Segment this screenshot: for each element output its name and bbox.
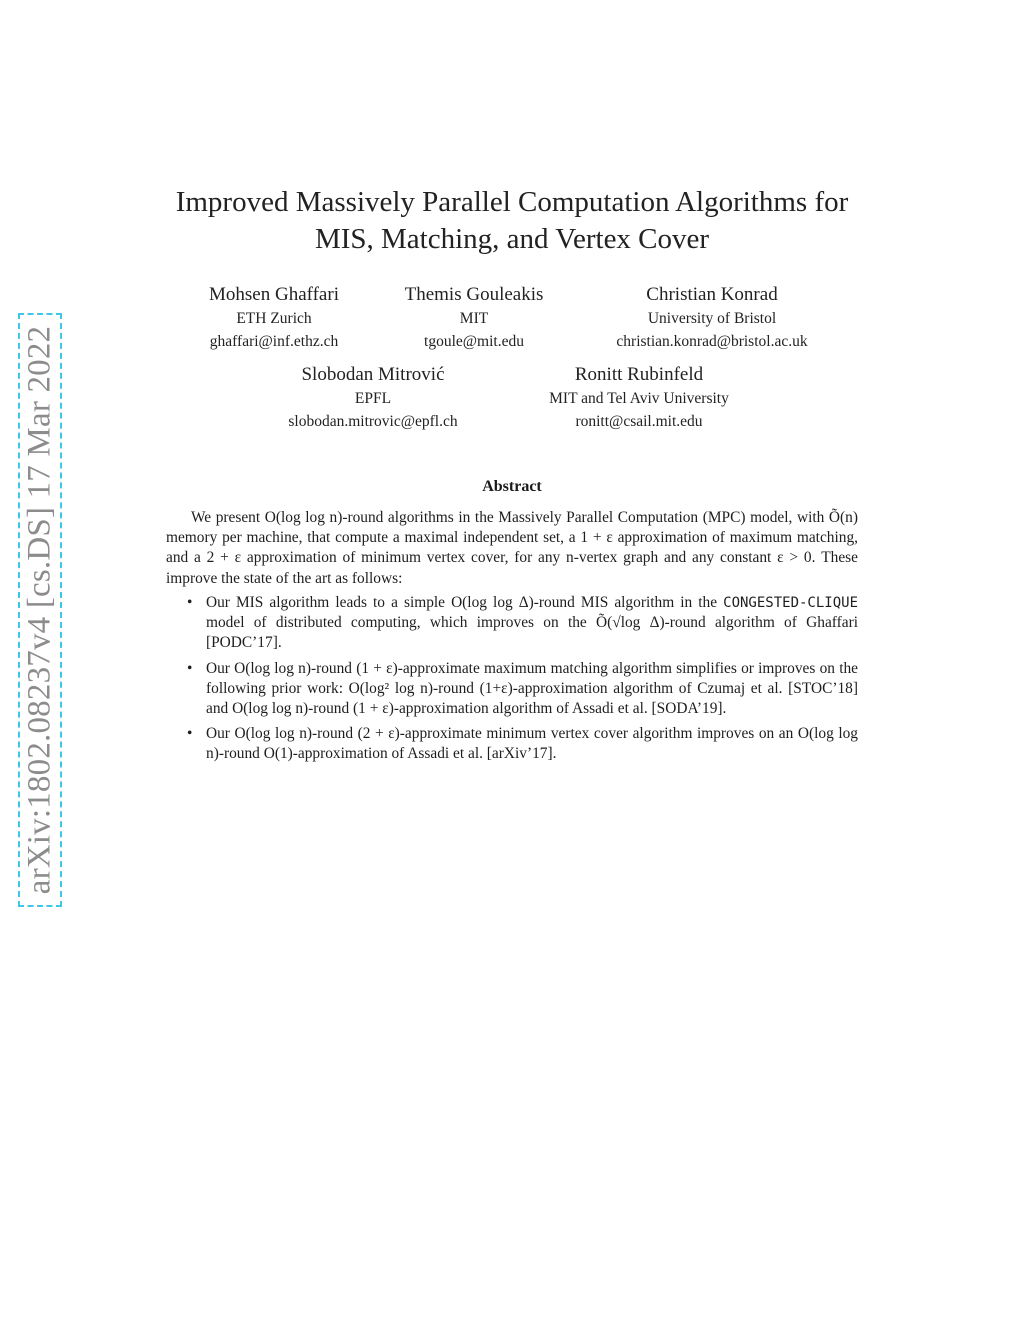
- list-item: [166, 659, 858, 720]
- bullet-text: Our MIS algorithm leads to a simple O(log log Δ)-round MIS algorithm in the: [206, 594, 724, 611]
- title-line-1: Improved Massively Parallel Computation Algorithms for: [175, 186, 849, 218]
- author-affiliation: MIT and Tel Aviv University: [549, 390, 729, 407]
- list-item: [166, 593, 858, 654]
- bullet-symbol: •: [187, 659, 193, 677]
- author-block: [268, 363, 478, 433]
- abstract-bullet-list: [166, 593, 858, 770]
- author-affiliation: EPFL: [354, 390, 392, 407]
- bullet-text: Our O(log log n)-round (2 + ε)-approximate minimum vertex cover algorithm improves on an O(log log n)-round O(1)-approximation of Assadi et al. [arXiv’17].: [206, 725, 858, 763]
- author-email: ghaffari@inf.ethz.ch: [209, 333, 339, 350]
- bullet-symbol: •: [187, 725, 193, 743]
- author-name: Mohsen Ghaffari: [209, 284, 339, 305]
- abstract-paragraph: We present O(log log n)-round algorithms in the Massively Parallel Computation (MPC) model, with Õ(n) memory per machine, that compute a maximal independent set, a 1 + ε approximation of maximum matching, and a 2 + ε approximation of minimum vertex cover, for any n-vertex graph and any constant ε > 0. These improve the state of the art as follows:: [166, 509, 858, 587]
- model-name: CONGESTED-CLIQUE: [723, 595, 858, 611]
- author-name: Christian Konrad: [646, 284, 778, 305]
- bullet-text-continued: model of distributed computing, which improves on the Õ(√log Δ)-round algorithm of Ghaffari [PODC’17].: [206, 614, 858, 652]
- author-name: Themis Gouleakis: [404, 284, 544, 305]
- author-block: [184, 283, 364, 353]
- author-email: christian.konrad@bristol.ac.uk: [616, 333, 808, 350]
- paper-title: [150, 184, 874, 258]
- author-email: slobodan.mitrovic@epfl.ch: [288, 413, 458, 430]
- author-affiliation: University of Bristol: [647, 310, 777, 327]
- bullet-symbol: •: [187, 594, 193, 611]
- author-block: [592, 283, 832, 353]
- author-email: ronitt@csail.mit.edu: [575, 413, 703, 430]
- author-affiliation: ETH Zurich: [236, 310, 312, 327]
- author-name: Slobodan Mitrović: [301, 364, 445, 385]
- list-item: [166, 724, 858, 764]
- author-affiliation: MIT: [459, 310, 489, 327]
- abstract-heading: Abstract: [482, 478, 542, 495]
- bullet-text: Our O(log log n)-round (1 + ε)-approximate maximum matching algorithm simplifies or improves on the following prior work: O(log² log n)-round (1+ε)-approximation algorithm of Czumaj et al. [STOC’18] and O(log log n)-round (1 + ε)-approximation algorithm of Assadi et al. [SODA’19].: [206, 659, 858, 718]
- arxiv-identifier: arXiv:1802.08237v4 [cs.DS] 17 Mar 2022: [21, 325, 58, 895]
- author-email: tgoule@mit.edu: [424, 333, 524, 350]
- author-name: Ronitt Rubinfeld: [574, 364, 704, 385]
- arxiv-stamp: [18, 313, 62, 907]
- author-block: [522, 363, 756, 433]
- title-line-2: MIS, Matching, and Vertex Cover: [314, 223, 710, 255]
- author-block: [384, 283, 564, 353]
